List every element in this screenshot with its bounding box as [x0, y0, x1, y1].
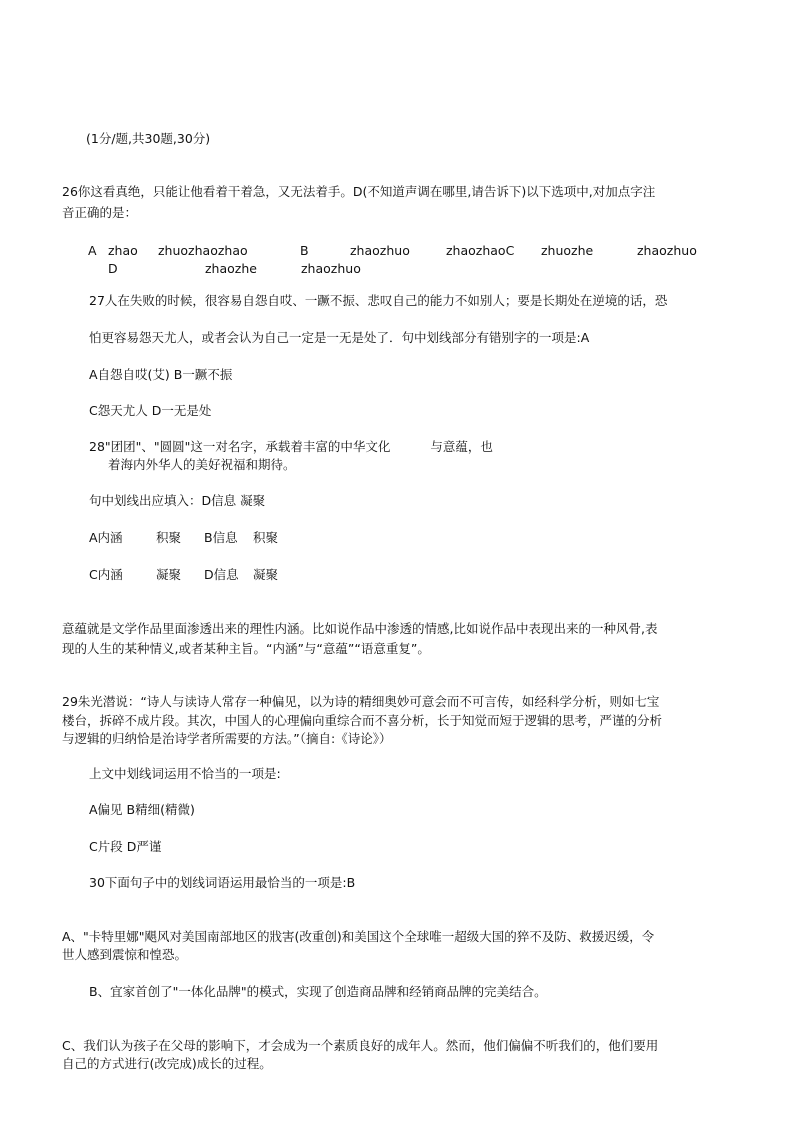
- q30-option-a-line2: 世人感到震惊和惶恐。: [62, 947, 188, 962]
- q26-option-b-pinyin: zhaozhuo: [350, 243, 410, 258]
- q29-stem-line2: 楼台，拆碎不成片段。其次，中国人的心理偏向重综合而不喜分析，长于知觉而短于逻辑的思考，严谨的分析: [62, 713, 663, 728]
- q27-stem-line1: 27人在失败的时候，很容易自怨自哎、一蹶不振、悲叹自己的能力不如别人；要是长期处在逆境的话，恐: [89, 293, 668, 308]
- q30-option-b: B、宜家首创了"一体化品牌"的模式，实现了创造商品牌和经销商品牌的完美结合。: [89, 984, 547, 999]
- q26-option-d-pinyin2: zhaozhuo: [301, 261, 361, 276]
- q26-option-a-pinyin: zhao: [108, 243, 138, 258]
- score-note: (1分/题,共30题,30分): [86, 131, 211, 146]
- q28-stem-line1-part2: 与意蕴，也: [430, 439, 493, 454]
- q29-question: 上文中划线词运用不恰当的一项是:: [89, 766, 281, 781]
- q28-explanation-line1: 意蕴就是文学作品里面渗透出来的理性内涵。比如说作品中渗透的情感,比如说作品中表现出来的一种风骨,表: [62, 621, 658, 636]
- q26-option-d-label: D: [108, 261, 118, 276]
- q29-stem-line1: 29朱光潜说：“诗人与读诗人常存一种偏见，以为诗的精细奥妙可意会而不可言传，如经科学分析，则如七宝: [62, 694, 660, 709]
- q30-option-c-line1: C、我们认为孩子在父母的影响下，才会成为一个素质良好的成年人。然而，他们偏偏不听我们的，他们要用: [62, 1038, 659, 1053]
- q30-option-c-line2: 自己的方式进行(改完成)成长的过程。: [62, 1056, 272, 1071]
- q28-option-d: D信息: [204, 567, 239, 582]
- q27-stem-line2: 怕更容易怨天尤人，或者会认为自己一定是一无是处了．句中划线部分有错别字的一项是:A: [89, 330, 590, 345]
- q28-option-a: A内涵: [89, 530, 123, 545]
- q28-fill-answer: 句中划线出应填入：D信息 凝聚: [89, 493, 266, 508]
- q29-options-ab: A偏见 B精细(精微): [89, 802, 195, 817]
- q26-option-c-pinyin: zhuozhe: [541, 243, 594, 258]
- q27-options-ab: A自怨自哎(艾) B一蹶不振: [89, 367, 233, 382]
- q30-question: 30下面句子中的划线词语运用最恰当的一项是:B: [89, 875, 356, 890]
- q28-option-b-word2: 积聚: [253, 530, 279, 545]
- q28-option-b: B信息: [204, 530, 238, 545]
- q26-option-b-pinyin2: zhaozhaoC: [446, 243, 515, 258]
- q30-option-a-line1: A、"卡特里娜"飓风对美国南部地区的戕害(改重创)和美国这个全球唯一超级大国的猝不及防、救援迟缓，令: [62, 929, 655, 944]
- q28-stem-line1-part1: 28"团团"、"圆圆"这一对名字，承载着丰富的中华文化: [89, 439, 391, 454]
- q27-options-cd: C怨天尤人 D一无是处: [89, 403, 212, 418]
- q29-stem-line3: 与逻辑的归纳恰是治诗学者所需要的方法。”（摘自:《诗论》）: [62, 731, 392, 746]
- q26-option-a-pinyin2: zhuozhaozhao: [158, 243, 248, 258]
- q26-option-a-label: A: [88, 243, 97, 258]
- q29-options-cd: C片段 D严谨: [89, 839, 162, 854]
- q26-option-d-pinyin: zhaozhe: [205, 261, 257, 276]
- q26-stem-line2: 音正确的是：: [62, 205, 138, 220]
- q28-option-a-word2: 积聚: [156, 530, 182, 545]
- q28-option-d-word2: 凝聚: [253, 567, 279, 582]
- q28-option-c: C内涵: [89, 567, 123, 582]
- q28-stem-line2: 着海内外华人的美好祝福和期待。: [108, 457, 296, 472]
- q26-option-b-label: B: [300, 243, 309, 258]
- q28-explanation-line2: 现的人生的某种情义,或者某种主旨。“内涵”与“意蕴”“语意重复”。: [62, 641, 430, 656]
- q28-stem-line1: [89, 438, 493, 456]
- q26-stem-line1: 26你这看真绝，只能让他看着干着急，又无法着手。D(不知道声调在哪里,请告诉下)以下选项中,对加点字注: [62, 184, 656, 199]
- q26-option-c-pinyin2: zhaozhuo: [637, 243, 697, 258]
- q28-option-c-word2: 凝聚: [156, 567, 182, 582]
